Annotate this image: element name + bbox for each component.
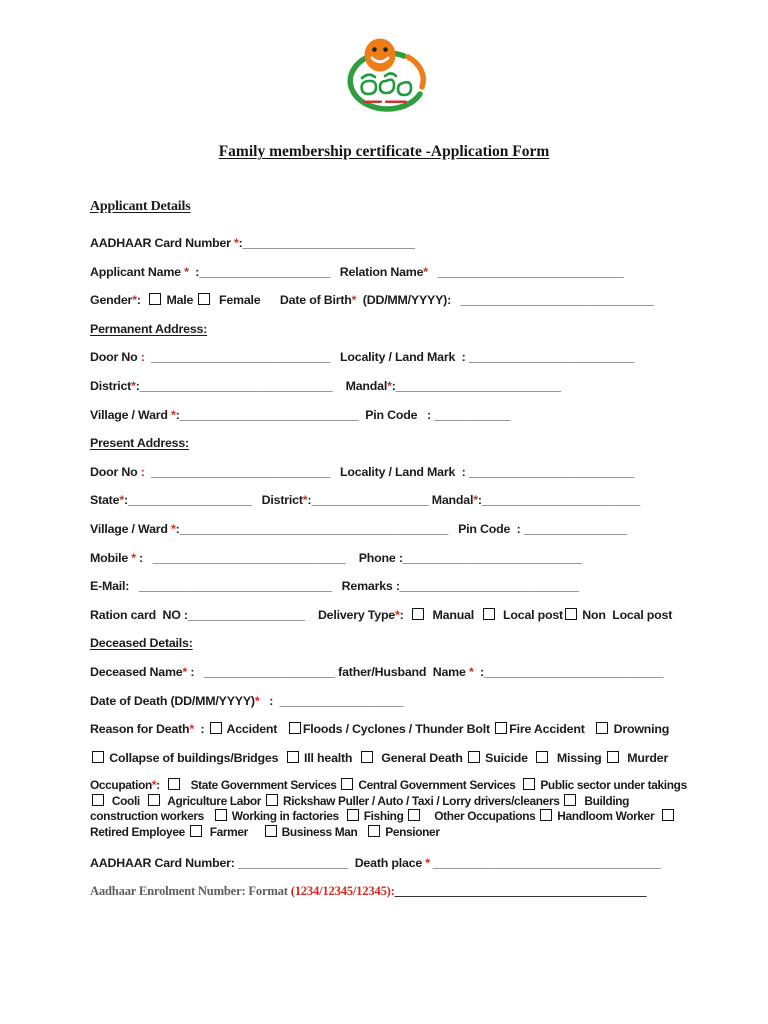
label-text: *: [473, 493, 478, 508]
reason-missing-checkbox[interactable]: [536, 751, 548, 763]
occupation-state-government-services-checkbox[interactable]: [168, 778, 180, 790]
label-text: *: [302, 493, 308, 508]
logo-telugu-text: [362, 74, 411, 96]
occupation-handloom-worker-checkbox[interactable]: [540, 809, 552, 821]
label-text: *: [171, 407, 176, 422]
label-text: Ill health: [300, 750, 359, 765]
label-text: Occupation: [90, 778, 152, 793]
label-text: *: [131, 550, 136, 565]
label-text: Cooli: [106, 793, 146, 808]
meeseva-logo: [328, 38, 440, 122]
deceased-name-input[interactable]: ___________________: [204, 664, 335, 679]
reason-for-death-row-1: [90, 721, 690, 737]
occupation-retired-employee-checkbox[interactable]: [662, 809, 674, 821]
label-text: *: [182, 664, 188, 679]
label-text: Mandal: [428, 493, 474, 508]
delivery-manual-checkbox[interactable]: [412, 608, 424, 620]
label-text: Murder: [620, 750, 669, 765]
logo-tagline: [364, 101, 407, 104]
occupation-row-2: [90, 794, 690, 810]
label-text: *: [234, 236, 239, 250]
permanent-address-heading: [90, 321, 690, 337]
label-text: :: [140, 350, 145, 365]
label-text: Aadhaar Enrolment Number: Format: [90, 884, 291, 899]
pres-village-ward-input[interactable]: _______________________________________: [179, 521, 449, 536]
form-body: [90, 199, 690, 912]
pres-locality-input[interactable]: ________________________: [468, 464, 635, 479]
label-text: [428, 265, 438, 279]
reason-drowning-checkbox[interactable]: [596, 722, 608, 734]
label-text: Missing: [550, 750, 605, 765]
label-text: Date of Death (DD/MM/YYYY): [90, 693, 255, 708]
label-text: Permanent Address:: [90, 321, 208, 336]
perm-village-pin-row: [90, 407, 690, 423]
label-text: Village / Ward: [90, 521, 172, 536]
label-text: *: [387, 378, 392, 393]
female-checkbox[interactable]: [198, 293, 210, 305]
label-text: Reason for Death: [90, 722, 190, 737]
label-text: :: [477, 493, 482, 508]
label-text: Other Occupations: [422, 809, 539, 824]
reason-fire-accident-checkbox[interactable]: [495, 722, 507, 734]
label-text: Phone :: [345, 550, 403, 565]
label-text: State Government Services: [181, 778, 340, 793]
occupation-row-1: [90, 778, 690, 794]
label-text: Suicide: [481, 750, 535, 765]
label-text: Applicant Name: [90, 264, 185, 279]
occupation-other-occupations-checkbox[interactable]: [408, 809, 420, 821]
relation-name-input[interactable]: ___________________________: [437, 264, 624, 279]
label-text: :: [123, 493, 128, 508]
date-of-death-row: [90, 693, 690, 709]
label-text: Ration card NO :: [90, 607, 188, 622]
aadhaar-card-number-2-input[interactable]: ________________: [237, 855, 349, 870]
date-of-death-input[interactable]: __________________: [279, 693, 404, 708]
pres-mandal-input[interactable]: _______________________: [481, 493, 641, 508]
perm-mandal-input[interactable]: ________________________: [395, 378, 562, 393]
perm-door-no-input[interactable]: __________________________: [151, 350, 331, 365]
label-text: :: [175, 521, 180, 536]
label-text: Retired Employee: [90, 825, 188, 840]
label-text: Deceased Name: [90, 664, 183, 679]
label-text: :: [135, 550, 153, 565]
label-text: :: [156, 778, 166, 793]
email-input[interactable]: ____________________________: [138, 579, 332, 594]
occupation-cooli-checkbox[interactable]: [92, 794, 104, 806]
occupation-fishing-checkbox[interactable]: [347, 809, 359, 821]
mobile-phone-row: [90, 550, 690, 566]
label-text: Collapse of buildings/Bridges: [106, 750, 285, 765]
occupation-farmer-checkbox[interactable]: [190, 825, 202, 837]
logo-text: [440, 38, 441, 39]
label-text: Local post: [496, 607, 563, 622]
pres-door-no-input[interactable]: __________________________: [151, 464, 331, 479]
label-text: *: [131, 378, 136, 393]
reason-for-death-row-2: [90, 750, 690, 766]
deceased-details-heading: [90, 635, 690, 651]
aadhaar-enrolment-row: [90, 883, 690, 899]
label-text: Remarks :: [331, 579, 400, 594]
applicant-name-row: [90, 264, 690, 280]
deceased-name-row: [90, 664, 690, 680]
label-text: Applicant Details: [90, 199, 191, 214]
email-remarks-row: [90, 578, 690, 594]
death-place-input[interactable]: _________________________________: [433, 855, 661, 870]
label-text: District: [90, 378, 132, 393]
reason-collapse-buildings-bridges-checkbox[interactable]: [92, 751, 104, 763]
label-text: :: [140, 464, 145, 479]
form-title: Family membership certificate -Application Form: [218, 143, 550, 160]
label-text: Working in factories: [228, 809, 345, 824]
label-text: Door No: [90, 350, 141, 365]
label-text: :: [136, 293, 148, 308]
smiley-face-icon: [365, 39, 396, 72]
label-text: Agriculture Labor: [161, 793, 265, 808]
reason-floods-cyclones-thunder-bolt-checkbox[interactable]: [289, 722, 301, 734]
label-text: Relation Name: [330, 264, 424, 279]
date-of-birth-input[interactable]: ____________________________: [460, 293, 654, 308]
label-text: (DD/MM/YYYY):: [356, 293, 461, 308]
label-text: *: [189, 722, 195, 737]
label-text: AADHAAR Card Number:: [90, 855, 238, 870]
perm-district-mandal-row: [90, 378, 690, 394]
applicant-name-input[interactable]: ___________________: [199, 264, 331, 279]
label-text: father/Husband Name: [334, 664, 469, 679]
smiley-eye: [372, 47, 377, 52]
delivery-non-local-post-checkbox[interactable]: [565, 608, 577, 620]
applicant-details-heading: [90, 199, 690, 215]
label-text: Handloom Worker: [554, 809, 661, 824]
label-text: *: [351, 293, 357, 308]
delivery-local-post-checkbox[interactable]: [483, 608, 495, 620]
pres-pin-code-input[interactable]: _______________: [523, 521, 628, 536]
label-text: Female Date of Birth: [212, 293, 352, 308]
label-text: Male: [163, 293, 197, 308]
label-text: (1234/12345/12345): [290, 884, 391, 899]
label-text: Locality / Land Mark :: [330, 464, 469, 479]
occupation-pensioner-checkbox[interactable]: [368, 825, 380, 837]
label-text: *: [254, 693, 260, 708]
label-text: Door No: [90, 464, 141, 479]
label-text: Fishing: [360, 809, 407, 824]
occupation-row-3: [90, 809, 690, 825]
label-text: Drowning: [610, 722, 670, 737]
label-text: :: [390, 884, 395, 899]
aadhaar-enrolment-number-input[interactable]: ________________________________________: [394, 884, 647, 899]
label-text: Building: [578, 793, 630, 808]
label-text: Non Local post: [578, 607, 673, 622]
pres-state-district-mandal-row: [90, 492, 690, 508]
label-text: *: [132, 293, 137, 308]
label-text: :: [238, 236, 243, 250]
label-text: Farmer: [203, 825, 263, 840]
label-text: Floods / Cyclones / Thunder Bolt: [302, 722, 494, 737]
label-text: :: [473, 664, 484, 679]
pres-state-input[interactable]: __________________: [127, 493, 252, 508]
occupation-rickshaw-auto-taxi-lorry-checkbox[interactable]: [266, 794, 278, 806]
label-text: :: [194, 722, 208, 737]
occupation-central-government-services-checkbox[interactable]: [341, 778, 353, 790]
ration-delivery-row: [90, 607, 690, 623]
perm-village-ward-input[interactable]: __________________________: [179, 407, 359, 422]
label-text: Village / Ward: [90, 407, 172, 422]
label-text: Mobile: [90, 550, 132, 565]
label-text: *: [425, 855, 430, 870]
label-text: :: [188, 264, 200, 279]
phone-input[interactable]: __________________________: [402, 550, 582, 565]
label-text: *: [151, 778, 157, 793]
label-text: :: [259, 693, 280, 708]
label-text: :: [399, 607, 411, 622]
reason-murder-checkbox[interactable]: [607, 751, 619, 763]
ration-card-no-input[interactable]: _________________: [187, 607, 305, 622]
label-text: :: [175, 407, 180, 422]
perm-pin-code-input[interactable]: ___________: [434, 407, 511, 422]
pres-village-pin-row: [90, 521, 690, 537]
smiley-eye: [383, 47, 388, 52]
occupation-working-in-factories-checkbox[interactable]: [215, 809, 227, 821]
aadhaar-card-number-input[interactable]: _________________________: [242, 236, 415, 250]
label-text: Mandal: [332, 378, 388, 393]
label-text: :: [391, 378, 396, 393]
label-text: construction workers: [90, 809, 213, 824]
reason-general-death-checkbox[interactable]: [361, 751, 373, 763]
label-text: AADHAAR Card Number: [90, 236, 235, 250]
label-text: *: [171, 521, 176, 536]
label-text: Central Government Services: [355, 778, 522, 793]
label-text: Present Address:: [90, 436, 189, 451]
remarks-input[interactable]: __________________________: [399, 579, 579, 594]
father-husband-name-input[interactable]: __________________________: [483, 664, 664, 679]
occupation-agriculture-labor-checkbox[interactable]: [148, 794, 160, 806]
label-text: Pin Code :: [448, 521, 524, 536]
label-text: Public sector under takings: [537, 778, 687, 793]
label-text: Manual: [426, 607, 481, 622]
label-text: State: [90, 493, 120, 508]
label-text: Deceased Details:: [90, 636, 193, 651]
present-address-heading: [90, 435, 690, 451]
label-text: Delivery Type: [304, 607, 396, 622]
label-text: General Death: [374, 750, 466, 765]
pres-door-locality-row: [90, 464, 690, 480]
aadhaar-card-number-row: [90, 235, 690, 251]
label-text: Fire Accident: [509, 722, 595, 737]
aadhaar2-deathplace-row: [90, 855, 690, 871]
label-text: *: [184, 264, 189, 279]
label-text: Locality / Land Mark :: [330, 350, 469, 365]
label-text: *: [423, 264, 428, 279]
label-text: *: [395, 607, 400, 622]
label-text: :: [135, 378, 140, 393]
occupation-building-construction-workers-checkbox[interactable]: [564, 794, 576, 806]
reason-accident-checkbox[interactable]: [210, 722, 222, 734]
pres-district-input[interactable]: _________________: [311, 493, 429, 508]
label-text: Accident: [223, 722, 287, 737]
gender-dob-row: [90, 292, 690, 308]
label-text: Pin Code :: [358, 407, 435, 422]
occupation-row-4: [90, 825, 690, 841]
label-text: Death place: [348, 855, 426, 870]
label-text: Rickshaw Puller / Auto / Taxi / Lorry drivers/cleaners: [280, 793, 563, 808]
label-text: *: [119, 493, 124, 508]
mobile-input[interactable]: ____________________________: [152, 550, 346, 565]
occupation-public-sector-undertakings-checkbox[interactable]: [523, 778, 535, 790]
male-checkbox[interactable]: [149, 293, 161, 305]
label-text: E-Mail:: [90, 579, 139, 594]
label-text: :: [307, 493, 312, 508]
reason-ill-health-checkbox[interactable]: [287, 751, 299, 763]
label-text: Gender: [90, 293, 133, 308]
occupation-business-man-checkbox[interactable]: [265, 825, 277, 837]
perm-locality-input[interactable]: ________________________: [468, 350, 635, 365]
label-text: District: [251, 493, 303, 508]
label-text: Pensioner: [382, 825, 440, 840]
meeseva-logo-graphic: [328, 38, 440, 122]
label-text: Business Man: [278, 825, 367, 840]
perm-door-locality-row: [90, 349, 690, 365]
label-text: *: [468, 664, 474, 679]
perm-district-input[interactable]: ____________________________: [139, 378, 333, 393]
label-text: :: [187, 664, 204, 679]
reason-suicide-checkbox[interactable]: [468, 751, 480, 763]
